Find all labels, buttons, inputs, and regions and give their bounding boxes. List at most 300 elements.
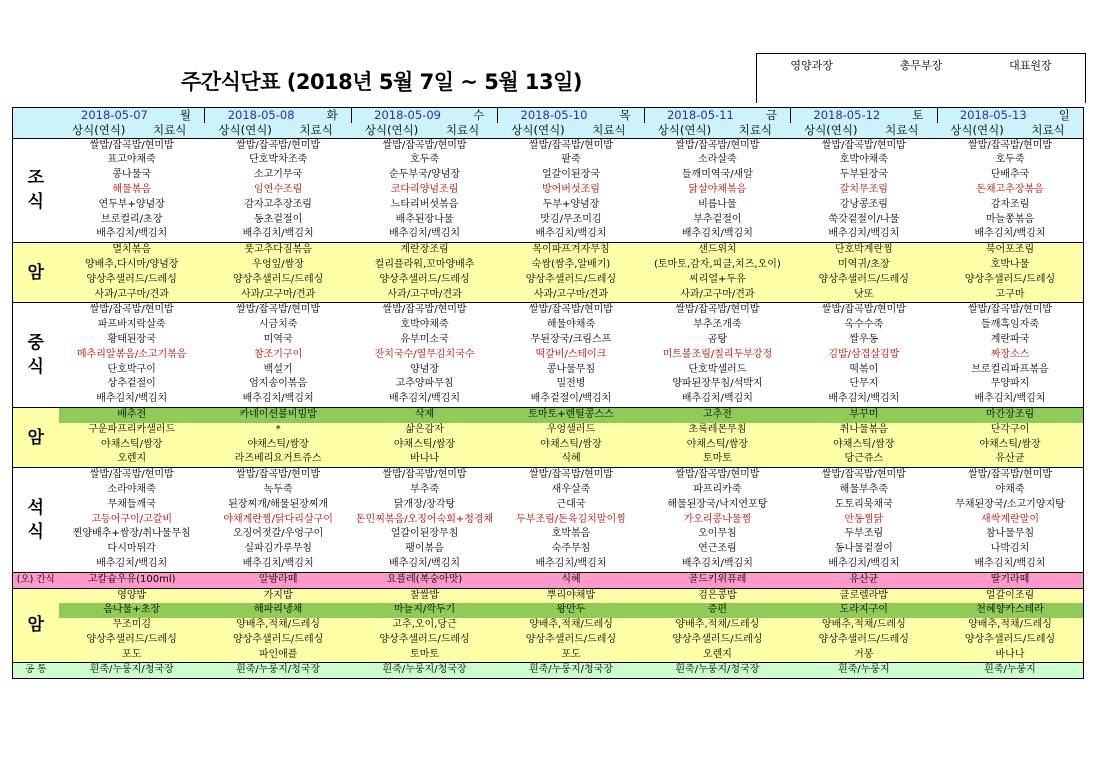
menu-cell: 계란파국 [990,333,1030,345]
menu-cell: 파인애플 [205,648,351,663]
approval-box [756,53,1086,103]
menu-cell: 새싹계란말이 [981,513,1039,525]
menu-cell: 해물볶음 [112,183,152,195]
menu-cell: 야채스틱/쌈장 [937,438,1083,453]
menu-cell: 단호박구이 [107,363,156,375]
menu-cell: 유산균 [937,452,1083,467]
menu-cell: 구운파프리카샐러드 [59,423,205,438]
menu-cell: 쌀우동 [849,333,879,345]
menu-cell: 삶은감자 [351,423,497,438]
menu-cell: 검은콩밥 [644,588,790,603]
menu-cell: 알밤라떼 [205,572,351,588]
menu-cell: 임연수조림 [253,183,303,195]
menu-cell: 포도 [59,648,205,663]
menu-cell: 배추김치/백김치 [96,557,168,569]
menu-cell: 배추전 [59,407,205,422]
date-header [205,108,351,123]
menu-cell: 파프바지락살죽 [97,319,166,331]
common-label: 공 통 [13,663,59,679]
menu-cell: 두부조림/돈육김치말이찜 [516,513,626,525]
menu-cell: 돈민찌볶음/오징어숙회+청경채 [355,513,494,525]
menu-cell: 배추김치/백김치 [389,557,461,569]
sub-header-corner [13,123,59,138]
menu-cell: 연근조림 [698,543,737,555]
menu-cell: 고구마 [937,288,1083,303]
menu-cell: 호박나물 [937,258,1083,273]
menu-cell: 배추김치/백김치 [974,557,1046,569]
menu-cell: 황태된장국 [107,333,156,345]
menu-cell: 양배추,적채/드레싱 [205,618,351,633]
menu-cell: 들깨흑임자죽 [981,319,1039,331]
menu-cell: 오이무침 [698,528,737,540]
menu-cell: 쌀밥/잡곡밥/현미밥 [644,303,790,318]
menu-cell: 미역귀/초장 [791,258,937,273]
menu-cell: 쌀밥/잡곡밥/현미밥 [644,468,790,483]
menu-cell: 쌀밥/잡곡밥/현미밥 [644,138,790,153]
menu-cell: 식혜 [498,572,644,588]
menu-cell: 실파김가루무침 [244,543,312,555]
date-text: 2018-05-11 [666,108,734,122]
menu-cell: 배추김치/백김치 [681,228,753,240]
menu-cell: 멸치볶음 [59,243,205,258]
menu-cell: 무채들깨국 [107,498,156,510]
therapy-diet-label: 치료식 [738,122,773,137]
date-text: 2018-05-07 [81,108,148,122]
regular-diet-label: 상식(연식) [950,122,1004,137]
regular-diet-label: 상식(연식) [218,122,272,137]
corner-cell [13,108,59,123]
menu-cell: 부추겉절이 [693,213,742,225]
menu-cell: 두부조림 [844,528,884,540]
therapy-diet-label: 치료식 [153,122,187,137]
date-text: 2018-05-10 [520,108,588,122]
menu-cell: 양배추,적채/드레싱 [791,618,937,633]
menu-cell: 야채스틱/쌈장 [498,438,644,453]
menu-cell: 낫또 [791,288,937,303]
menu-cell: 김밥/삼겹살김밥 [828,348,900,360]
menu-cell: 쌀밥/잡곡밥/현미밥 [205,138,351,153]
menu-cell: 찐양배추+쌈장/취나물무침 [72,528,191,540]
menu-cell: 쌀밥/잡곡밥/현미밥 [791,468,937,483]
menu-cell: 콩나물무침 [546,363,596,375]
menu-cell: 얼갈이된장무침 [390,528,459,540]
menu-cell: 강낭콩조림 [839,198,888,210]
cancer-label: 암 [13,588,59,663]
menu-cell: 취나물볶음 [791,423,937,438]
menu-cell: 양파된장무침/석박지 [672,378,763,390]
menu-cell: 떡갈비/스테이크 [535,348,607,360]
menu-cell: 뿌리야채밥 [498,588,644,603]
menu-cell: 우엉샐러드 [498,423,644,438]
menu-table [12,107,1084,679]
menu-cell: 짜장소스 [990,348,1030,360]
menu-cell: (토마토,감자,피클,치즈,오이) [644,258,790,273]
menu-cell: 초록레몬무침 [644,423,790,438]
menu-cell: 다시마튀각 [107,543,156,555]
menu-cell: 오징어젓갈/우엉구이 [232,528,324,540]
menu-cell: 해파리냉채 [205,603,351,618]
menu-cell: 바나나 [937,648,1083,663]
menu-cell: 브로컬리/초장 [101,213,163,225]
menu-cell: 양상추샐러드/드레싱 [59,273,205,288]
menu-cell: 찰쌀밥 [351,588,497,603]
menu-cell: 양상추샐러드/드레싱 [644,633,790,648]
menu-cell: 야채스틱/쌈장 [351,438,497,453]
menu-cell: 클로렐라밥 [791,588,937,603]
menu-cell: 순두부국/양념장 [389,169,461,181]
snack-label: (오) 간식 [13,572,59,588]
menu-cell: 가지밥 [205,588,351,603]
regular-diet-label: 상식(연식) [71,122,126,137]
sub-header [205,123,351,138]
menu-cell: 야채스틱/쌈장 [59,438,205,453]
menu-cell: 쌀밥/잡곡밥/현미밥 [59,468,205,483]
cancer-label: 암 [13,243,59,303]
menu-cell: 골드키위퓨레 [644,572,790,588]
menu-cell: 상추겉절이 [107,378,156,390]
menu-cell: 방어버섯조림 [541,183,600,195]
menu-cell: 비름나물 [698,198,737,210]
menu-cell: 흰죽/누룽지/청국장 [351,663,497,679]
regular-diet-label: 상식(연식) [364,122,419,137]
menu-cell: 쌀밥/잡곡밥/현미밥 [205,468,351,483]
menu-cell: 배추김치/백김치 [828,393,900,405]
breakfast-label: 조 식 [13,138,59,243]
menu-cell: 양상추샐러드/드레싱 [351,633,497,648]
menu-cell: 양배추,다시마/양념장 [59,258,205,273]
menu-cell: 소라살죽 [698,154,737,166]
menu-cell: 감자조림 [990,198,1030,210]
menu-cell: 쌀밥/잡곡밥/현미밥 [205,303,351,318]
menu-cell: 무조미김 [59,618,205,633]
menu-cell: 배추김치/백김치 [681,393,753,405]
sub-header [937,123,1083,138]
menu-cell: 잔치국수/열무김치국수 [374,348,475,360]
sub-header [498,123,644,138]
menu-cell: 단배추국 [990,169,1030,181]
menu-cell: 쌀밥/잡곡밥/현미밥 [59,303,205,318]
therapy-diet-label: 치료식 [1031,122,1065,137]
menu-cell: * [205,423,351,438]
menu-cell: 들깨미역국/새알 [681,169,753,181]
menu-cell: 숙쌈(쌈추,알배기) [498,258,644,273]
menu-cell: 부꾸미 [791,407,937,422]
menu-cell: 바나나 [351,452,497,467]
menu-cell: 맛김/무조미김 [540,213,602,225]
menu-cell: 해물된장국/낙지연포탕 [667,498,768,510]
menu-cell: 야채스틱/쌈장 [644,438,790,453]
menu-cell: 마간장조림 [937,407,1083,422]
sub-header [59,123,205,138]
menu-cell: 호박야채죽 [400,319,449,331]
menu-cell: 샌드위치 [644,243,790,258]
weekday-text: 수 [472,108,485,122]
menu-cell: 쌀밥/잡곡밥/현미밥 [498,303,644,318]
menu-cell: 얼갈이된장국 [541,169,600,181]
menu-cell: 왕만두 [498,603,644,618]
menu-cell: 팥죽 [561,154,581,166]
menu-cell: 쌀밥/잡곡밥/현미밥 [351,303,497,318]
menu-cell: 쌀밥/잡곡밥/현미밥 [498,138,644,153]
menu-cell: 흰죽/누룽지/청국장 [644,663,790,679]
menu-cell: 녹두죽 [263,483,293,495]
menu-cell: 소고기무국 [253,169,303,181]
menu-cell: 삭제 [351,407,497,422]
menu-cell: 고등어구이/고갈비 [91,513,173,525]
dinner-label: 석 식 [13,468,59,573]
menu-cell: 사과/고구마/견과 [351,288,497,303]
therapy-diet-label: 치료식 [445,122,480,137]
menu-cell: 양상추샐러드/드레싱 [59,633,205,648]
menu-cell: 가오리콩나물찜 [683,513,752,525]
menu-cell: 쌀밥/잡곡밥/현미밥 [59,138,205,153]
menu-cell: 카네이션볼비빔밥 [205,407,351,422]
menu-cell: 야채스틱/쌈장 [791,438,937,453]
menu-cell: 얼갈이조림 [937,588,1083,603]
menu-cell: 배추김치/백김치 [535,228,607,240]
menu-cell: 거봉 [791,648,937,663]
menu-cell: 안동찜닭 [844,513,884,525]
menu-cell: 천혜향카스테라 [937,603,1083,618]
date-text: 2018-05-08 [227,108,295,122]
menu-cell: 양념장 [410,363,440,375]
menu-cell: 양상추샐러드/드레싱 [205,633,351,648]
menu-cell: 표고야채죽 [107,154,156,166]
menu-cell: 단호박차조죽 [249,154,308,166]
menu-cell: 배추김치/백김치 [96,393,168,405]
therapy-diet-label: 치료식 [885,122,919,137]
menu-cell: 나박김치 [990,543,1030,555]
menu-cell: 참나물무침 [985,528,1035,540]
menu-cell: 두부된장국 [839,169,888,181]
menu-cell: 토마토 [351,648,497,663]
menu-cell: 양배추,적채/드레싱 [937,618,1083,633]
menu-cell: 도라지구이 [791,603,937,618]
menu-cell: 단호박계란찜 [791,243,937,258]
menu-cell: 백설기 [263,363,293,375]
menu-cell: 닭개장/장각탕 [393,498,456,510]
menu-cell: 도토리묵채국 [834,498,893,510]
date-header [791,108,937,123]
menu-cell: 배추김치/백김치 [535,557,607,569]
menu-cell: 배추된장나물 [395,213,454,225]
menu-cell: 쑥갓겉절이/나물 [828,213,900,225]
menu-cell: 동초겉절이 [253,213,303,225]
menu-cell: 배추김치/백김치 [828,557,900,569]
regular-diet-label: 상식(연식) [511,122,565,137]
menu-cell: 배추겉절이/백김치 [530,393,612,405]
menu-cell: 양상추샐러드/드레싱 [205,273,351,288]
menu-cell: 사과/고구마/견과 [498,288,644,303]
menu-cell: 양상추샐러드/드레싱 [791,633,937,648]
menu-cell: 야채죽 [995,483,1025,495]
menu-cell: 흰죽/누룽지/청국장 [59,663,205,679]
menu-cell: 북어포조림 [937,243,1083,258]
menu-cell: 연두부+양념장 [98,198,165,210]
menu-cell: 브로컬리파프볶음 [971,363,1049,375]
menu-cell: 고추전 [644,407,790,422]
approval-general-manager: 총무부장 [899,59,943,72]
regular-diet-label: 상식(연식) [657,122,712,137]
menu-cell: 두부+양념장 [542,198,600,210]
menu-cell: 목이파프겨자무침 [498,243,644,258]
menu-cell: 양상추샐러드/드레싱 [498,273,644,288]
menu-cell: 계란장조림 [351,243,497,258]
menu-cell: 시금치죽 [258,319,298,331]
menu-cell: 흰죽/누룽지 [791,663,937,679]
menu-cell: 딸기라떼 [937,572,1083,588]
menu-cell: 흰죽/누룽지/청국장 [205,663,351,679]
menu-cell: 닭살야채볶음 [688,183,747,195]
menu-cell: 음나물+초장 [59,603,205,618]
date-text: 2018-05-13 [959,108,1027,122]
menu-cell: 쌀밥/잡곡밥/현미밥 [498,468,644,483]
menu-cell: 영양밥 [59,588,205,603]
menu-cell: 양상추샐러드/드레싱 [498,633,644,648]
menu-cell: 돈채고추장볶음 [976,183,1044,195]
menu-cell: 야채스틱/쌈장 [205,438,351,453]
menu-cell: 양상추샐러드/드레싱 [937,633,1083,648]
menu-cell: 배추김치/백김치 [389,393,461,405]
menu-cell: 메추리알볶음/소고기볶음 [76,348,187,360]
menu-cell: 호박야채죽 [839,154,888,166]
menu-cell: 양상추샐러드/드레싱 [351,273,497,288]
menu-cell: 유부미소국 [400,333,449,345]
approval-nutrition-manager: 영양과장 [790,59,833,72]
menu-cell: 고추,오이,당근 [351,618,497,633]
menu-cell: 호두죽 [410,154,440,166]
menu-cell: 배추김치/백김치 [681,557,753,569]
menu-cell: 고추양파무침 [395,378,454,390]
menu-cell: 떡볶이 [849,363,879,375]
lunch-label: 중 식 [13,303,59,408]
menu-cell: 배추김치/백김치 [242,557,314,569]
menu-cell: 배추김치/백김치 [974,393,1046,405]
date-header [937,108,1083,123]
weekday-text: 일 [1058,108,1070,122]
menu-cell: 코다리양념조림 [390,183,459,195]
menu-cell: 마늘지/깍두기 [351,603,497,618]
menu-cell: 풋고추다짐볶음 [205,243,351,258]
menu-cell: 호박볶음 [551,528,591,540]
menu-cell: 흰죽/누룽지 [937,663,1083,679]
date-header [644,108,790,123]
menu-cell: 배추김치/백김치 [828,228,900,240]
menu-cell: 증편 [644,603,790,618]
menu-cell: 사과/고구마/견과 [59,288,205,303]
menu-cell: 콩나물국 [112,169,152,181]
menu-cell: 부추조개죽 [693,319,742,331]
menu-cell: 양상추샐러드/드레싱 [791,273,937,288]
menu-cell: 단호박샐러드 [688,363,747,375]
weekday-text: 월 [179,108,191,122]
menu-cell: 사과/고구마/견과 [644,288,790,303]
menu-cell: 토마토+렌틸콩스스 [498,407,644,422]
menu-cell: 쌀밥/잡곡밥/현미밥 [937,468,1083,483]
date-text: 2018-05-12 [813,108,881,122]
page-title: 주간식단표 (2018년 5월 7일 ~ 5월 13일) [181,70,583,94]
menu-cell: 밀전병 [556,378,586,390]
menu-cell: 유산균 [791,572,937,588]
menu-cell: 쌀밥/잡곡밥/현미밥 [791,303,937,318]
menu-cell: 호두죽 [995,154,1025,166]
menu-cell: 단무지 [849,378,879,390]
menu-cell: 엄지송이볶음 [249,378,308,390]
date-header [498,108,644,123]
menu-cell: 쌀밥/잡곡밥/현미밥 [351,468,497,483]
menu-cell: 식혜 [498,452,644,467]
weekday-text: 화 [326,108,338,122]
menu-cell: 배추김치/백김치 [96,228,168,240]
menu-cell: 된장찌개/해물된장찌개 [228,498,329,510]
date-header [59,108,205,123]
weekday-text: 금 [765,108,777,122]
menu-cell: 쌀밥/잡곡밥/현미밥 [937,303,1083,318]
menu-cell: 갈치무조림 [839,183,888,195]
menu-cell: 감자고추장조림 [244,198,312,210]
menu-cell: 파프리카죽 [693,483,742,495]
menu-cell: 소라야채죽 [107,483,156,495]
menu-cell: 새우살죽 [551,483,591,495]
sub-header [644,123,790,138]
menu-cell: 우엉잎/쌈장 [205,258,351,273]
menu-cell: 무채된장국/소고기양지탕 [955,498,1065,510]
menu-cell: 무양파지 [990,378,1030,390]
menu-cell: 곰탕 [707,333,728,345]
menu-cell: 미역국 [263,333,293,345]
menu-cell: 배추김치/백김치 [242,228,314,240]
menu-cell: 요플레(복숭아맛) [351,572,497,588]
menu-cell: 쌀밥/잡곡밥/현미밥 [351,138,497,153]
menu-cell: 숙주무침 [551,543,591,555]
menu-cell: 배추김치/백김치 [974,228,1046,240]
menu-cell: 배추김치/백김치 [242,393,314,405]
menu-cell: 쌀밥/잡곡밥/현미밥 [791,138,937,153]
menu-cell: 당근쥬스 [791,452,937,467]
therapy-diet-label: 치료식 [592,122,626,137]
menu-cell: 해물야채죽 [546,319,596,331]
menu-cell: 쌀밥/잡곡밥/현미밥 [937,138,1083,153]
menu-cell: 단각구이 [937,423,1083,438]
approval-director: 대표원장 [1009,59,1052,72]
menu-cell: 씨리얼+두유 [644,273,790,288]
weekday-text: 토 [912,108,924,122]
date-text: 2018-05-09 [374,108,441,122]
menu-cell: 사과/고구마/견과 [205,288,351,303]
menu-cell: 양상추샐러드/드레싱 [937,273,1083,288]
menu-cell: 부추죽 [410,483,440,495]
menu-cell: 양배추,적채/드레싱 [644,618,790,633]
menu-cell: 미트볼조림/칠리두부강정 [662,348,773,360]
menu-cell: 팽이볶음 [405,543,444,555]
menu-cell: 오렌지 [59,452,205,467]
menu-cell: 야채계란찜/닭다리살구이 [223,513,333,525]
weekday-text: 목 [619,108,631,122]
menu-cell: 동나물겉절이 [834,543,893,555]
menu-cell: 옥수수죽 [844,319,884,331]
menu-cell: 고칼슘우유(100ml) [59,572,205,588]
menu-cell: 포도 [498,648,644,663]
sub-header [351,123,497,138]
date-header [351,108,497,123]
menu-cell: 흰죽/누룽지/청국장 [498,663,644,679]
menu-cell: 양배추,적채/드레싱 [498,618,644,633]
menu-cell: 근대국 [556,498,586,510]
menu-cell: 오렌지 [644,648,790,663]
menu-cell: 마늘쫑볶음 [985,213,1035,225]
menu-cell: 해물부추죽 [839,483,888,495]
menu-cell: 느타리버섯볶음 [390,198,459,210]
